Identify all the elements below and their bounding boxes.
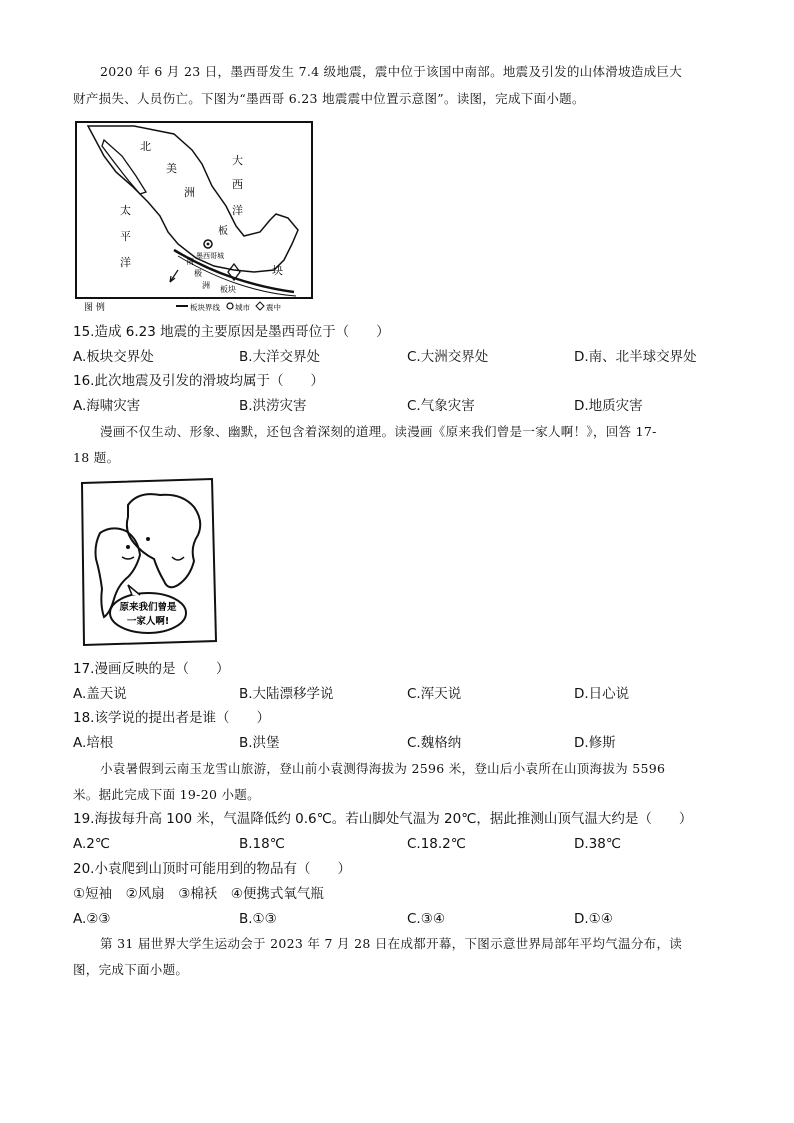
label-atlantic-3: 洋 <box>232 204 243 217</box>
label-mexico-city: 墨西哥城 <box>196 252 224 260</box>
question-20-option-c[interactable]: C.③④ <box>407 911 445 927</box>
label-north-america-1: 北 <box>140 140 151 153</box>
question-19-stem: 19.海拔每升高 100 米，气温降低约 0.6℃。若山脚处气温为 20℃，据此推测山顶气温大约是（ ） <box>73 811 693 827</box>
question-19-option-c[interactable]: C.18.2℃ <box>407 836 466 852</box>
label-north-america-3: 洲 <box>184 186 195 199</box>
label-south-3: 洲 <box>202 281 210 290</box>
question-17-option-b[interactable]: B.大陆漂移学说 <box>239 686 334 702</box>
intro-paragraph-4-line-2: 图，完成下面小题。 <box>73 962 189 977</box>
question-20-option-a[interactable]: A.②③ <box>73 911 111 927</box>
question-19-option-b[interactable]: B.18℃ <box>239 836 285 852</box>
label-pacific-1: 太 <box>120 204 131 217</box>
question-16-option-d[interactable]: D.地质灾害 <box>574 398 643 414</box>
legend-epicenter-label: 震中 <box>266 303 281 312</box>
question-18-stem: 18.该学说的提出者是谁（ ） <box>73 710 270 726</box>
label-south-2: 极 <box>194 269 202 278</box>
question-17-option-c[interactable]: C.浑天说 <box>407 686 462 702</box>
continental-drift-cartoon <box>78 477 218 647</box>
city-icon-dot <box>207 243 210 246</box>
label-south-4: 板块 <box>220 285 236 294</box>
question-20-option-b[interactable]: B.①③ <box>239 911 277 927</box>
intro-paragraph-3-line-1: 小袁暑假到云南玉龙雪山旅游，登山前小袁测得海拔为 2596 米，登山后小袁所在山顶海拔为 5596 <box>100 761 666 776</box>
mexico-earthquake-map <box>74 120 314 316</box>
question-18-option-d[interactable]: D.修斯 <box>574 735 616 751</box>
question-17-option-d[interactable]: D.日心说 <box>574 686 630 702</box>
question-20-stem: 20.小袁爬到山顶时可能用到的物品有（ ） <box>73 861 351 877</box>
label-pacific-2: 平 <box>120 230 131 243</box>
map-svg <box>74 120 314 316</box>
label-plate-2: 块 <box>272 264 283 277</box>
bubble-text-line-1: 原来我们曾是 <box>119 602 177 613</box>
bubble-text-line-2: 一家人啊! <box>126 616 170 627</box>
label-atlantic-2: 西 <box>232 178 243 191</box>
question-15-option-c[interactable]: C.大洲交界处 <box>407 349 489 365</box>
label-south-1: 南 <box>186 257 194 266</box>
intro-paragraph-1-line-2: 财产损失、人员伤亡。下图为“墨西哥 6.23 地震震中位置示意图”。读图，完成下面小题。 <box>73 91 585 106</box>
question-16-option-a[interactable]: A.海啸灾害 <box>73 398 141 414</box>
question-19-option-d[interactable]: D.38℃ <box>574 836 622 852</box>
intro-paragraph-2-line-1: 漫画不仅生动、形象、幽默，还包含着深刻的道理。读漫画《原来我们曾是一家人啊！》，回答 17- <box>100 424 657 439</box>
legend-title: 图 例 <box>84 303 105 313</box>
question-20-option-d[interactable]: D.①④ <box>574 911 613 927</box>
question-16-stem: 16.此次地震及引发的滑坡均属于（ ） <box>73 373 324 389</box>
intro-paragraph-2-line-2: 18 题。 <box>73 450 120 465</box>
legend-city-label: 城市 <box>235 303 250 312</box>
legend-boundary-label: 板块界线 <box>190 303 220 312</box>
question-17-stem: 17.漫画反映的是（ ） <box>73 661 230 677</box>
intro-paragraph-1-line-1: 2020 年 6 月 23 日，墨西哥发生 7.4 级地震，震中位于该国中南部。地震及引发的山体滑坡造成巨大 <box>100 64 683 79</box>
intro-paragraph-3-line-2: 米。据此完成下面 19-20 小题。 <box>73 787 260 802</box>
label-atlantic-1: 大 <box>232 154 243 167</box>
question-19-option-a[interactable]: A.2℃ <box>73 836 111 852</box>
label-pacific-3: 洋 <box>120 256 131 269</box>
label-north-america-2: 美 <box>166 162 177 175</box>
question-17-option-a[interactable]: A.盖天说 <box>73 686 127 702</box>
question-15-option-d[interactable]: D.南、北半球交界处 <box>574 349 697 365</box>
question-20-items: ①短袖 ②风扇 ③棉袄 ④便携式氧气瓶 <box>73 886 324 902</box>
question-15-option-a[interactable]: A.板块交界处 <box>73 349 154 365</box>
question-18-option-a[interactable]: A.培根 <box>73 735 114 751</box>
label-plate-1: 板 <box>218 226 228 237</box>
intro-paragraph-4-line-1: 第 31 届世界大学生运动会于 2023 年 7 月 28 日在成都开幕，下图示意世界局部年平均气温分布，读 <box>100 936 683 951</box>
question-18-option-b[interactable]: B.洪堡 <box>239 735 280 751</box>
question-15-stem: 15.造成 6.23 地震的主要原因是墨西哥位于（ ） <box>73 324 390 340</box>
legend-city-icon <box>227 303 233 309</box>
question-15-option-b[interactable]: B.大洋交界处 <box>239 349 321 365</box>
question-16-option-c[interactable]: C.气象灾害 <box>407 398 475 414</box>
question-16-option-b[interactable]: B.洪涝灾害 <box>239 398 307 414</box>
legend-epicenter-icon <box>256 302 264 310</box>
speech-bubble <box>110 593 186 633</box>
question-18-option-c[interactable]: C.魏格纳 <box>407 735 462 751</box>
eye-icon-2 <box>146 537 150 541</box>
eye-icon <box>126 545 130 549</box>
cartoon-svg <box>78 477 218 647</box>
